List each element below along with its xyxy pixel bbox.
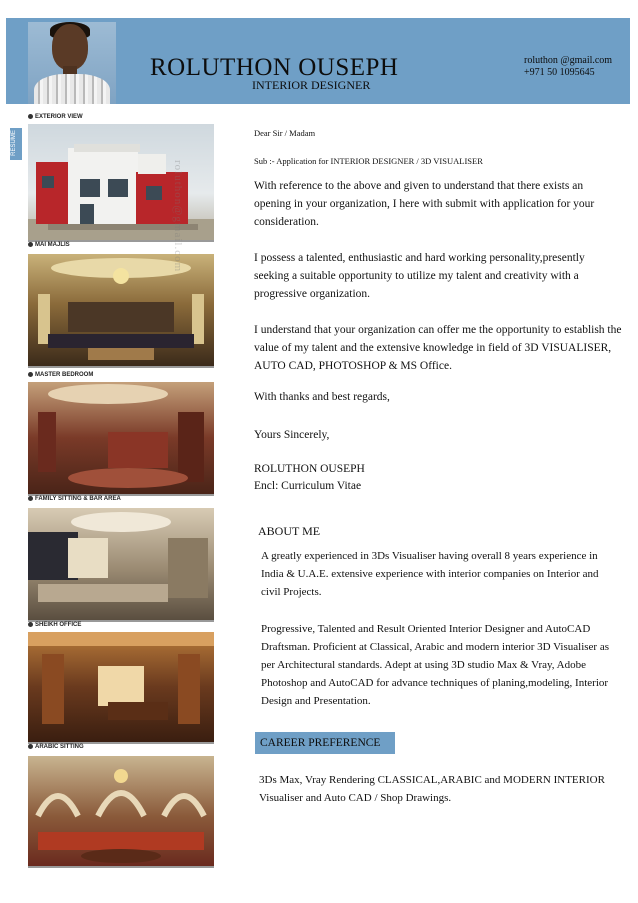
exterior-view-image <box>28 124 214 242</box>
majlis-image <box>28 254 214 368</box>
letter-salutation: Dear Sir / Madam <box>254 128 316 138</box>
gallery-label-exterior: EXTERIOR VIEW <box>28 114 83 120</box>
career-paragraph: 3Ds Max, Vray Rendering CLASSICAL,ARABIC and MODERN INTERIOR Visualiser and Auto CAD / Shop Drawings. <box>259 774 605 804</box>
profile-photo <box>28 22 116 104</box>
email-watermark: roluthon@gmail.com <box>172 160 184 273</box>
arabic-sitting-image <box>28 756 214 868</box>
letter-thanks: With thanks and best regards, <box>254 391 390 403</box>
letter-subject: Sub :- Application for INTERIOR DESIGNER / 3D VISUALISER <box>254 156 483 166</box>
photo-face <box>52 24 88 70</box>
about-paragraph-2: Progressive, Talented and Result Oriented Interior Designer and AutoCAD Draftsman. Proficient at Classical, Arabic and modern interior 3D Visualiser as per Architectural standards. Adept at using 3D studio Max & Vray, Adobe Photoshop and AutoCAD for advance techniques of planing,modeling, Interior Design and Presentation. <box>261 623 609 707</box>
about-heading: ABOUT ME <box>258 524 321 538</box>
gallery-label-majlis: MAI MAJLIS <box>28 242 70 248</box>
candidate-name: ROLUTHON OUSEPH <box>150 54 399 81</box>
family-sitting-illustration <box>28 508 214 620</box>
contact-phone: +971 50 1095645 <box>524 67 595 78</box>
arabic-sitting-illustration <box>28 756 214 866</box>
contact-email[interactable]: roluthon @gmail.com <box>524 55 613 66</box>
letter-paragraph-3: I understand that your organization can offer me the opportunity to establish the value of my talent and the extensive knowledge in field of 3D VISUALISER, AUTO CAD, PHOTOSHOP & MS Office. <box>254 324 622 372</box>
gallery-label-arabic: ARABIC SITTING <box>28 744 84 750</box>
family-sitting-image <box>28 508 214 622</box>
exterior-view-illustration <box>28 124 214 240</box>
gallery-label-family: FAMILY SITTING & BAR AREA <box>28 496 121 502</box>
career-heading: CAREER PREFERENCE <box>255 732 395 754</box>
resume-side-tab <box>10 128 22 160</box>
gallery-label-bedroom: MASTER BEDROOM <box>28 372 93 378</box>
contact-block <box>524 55 612 79</box>
candidate-role: INTERIOR DESIGNER <box>252 78 371 92</box>
letter-enclosure: Encl: Curriculum Vitae <box>254 480 362 492</box>
master-bedroom-image <box>28 382 214 496</box>
letter-signature: ROLUTHON OUSEPH <box>254 463 365 475</box>
letter-closing: Yours Sincerely, <box>254 429 330 441</box>
letter-paragraph-1: With reference to the above and given to understand that there exists an opening in your organization, I here with submit with application for your consideration. <box>254 180 595 228</box>
sheikh-office-image <box>28 632 214 744</box>
about-paragraph-1: A greatly experienced in 3Ds Visualiser having overall 8 years experience in India & U.A.E. extensive experience with interior companies on Interior and civil Projects. <box>261 550 599 598</box>
photo-shirt <box>34 74 110 104</box>
letter-paragraph-2: I possess a talented, enthusiastic and hard working personality,presently seeking a suitable opportunity to utilize my talent and creativity with a progressive organization. <box>254 252 585 300</box>
office-illustration <box>28 632 214 742</box>
bedroom-illustration <box>28 382 214 494</box>
majlis-illustration <box>28 254 214 366</box>
side-tab-label: RESUME <box>10 130 17 156</box>
gallery-label-office: SHEIKH OFFICE <box>28 622 81 628</box>
